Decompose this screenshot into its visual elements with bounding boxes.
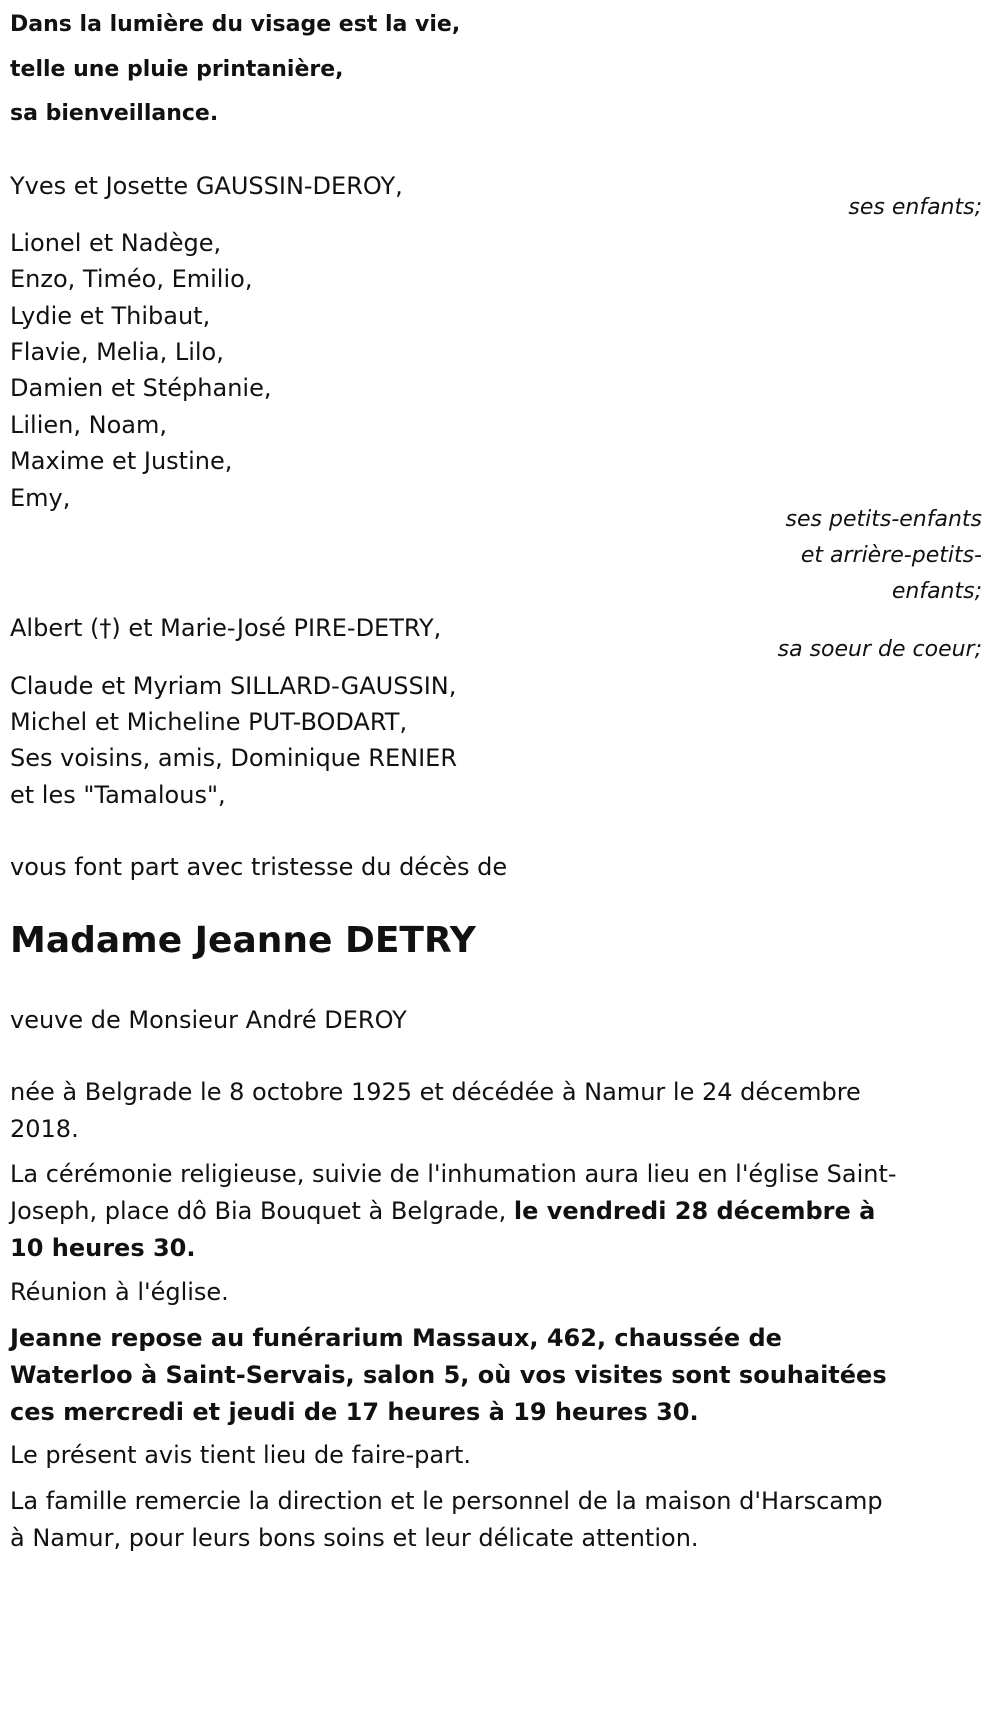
dates-paragraph: née à Belgrade le 8 octobre 1925 et décédée à Namur le 24 décembre 2018. [10,1078,861,1143]
announcement-text: vous font part avec tristesse du décès de [10,853,508,881]
children-names: Yves et Josette GAUSSIN-DEROY, [10,172,403,200]
other-line: Claude et Myriam SILLARD-GAUSSIN, [10,672,457,700]
notice-text: Le présent avis tient lieu de faire-part. [10,1441,472,1469]
epigraph-line-3: sa bienveillance. [10,101,219,126]
grandchild-line: Lionel et Nadège, [10,229,222,257]
reunion-text: Réunion à l'église. [10,1278,229,1306]
other-line: et les "Tamalous", [10,781,226,809]
children-role: ses enfants; [848,195,982,220]
grandchild-line: Emy, [10,484,71,512]
ceremony-text: La cérémonie religieuse, suivie de l'inhumation aura lieu en l'église Saint-Joseph, place dô Bia Bouquet à Belgrade, [10,1160,897,1225]
grandchild-line: Maxime et Justine, [10,447,233,475]
sister-names: Albert (†) et Marie-José PIRE-DETRY, [10,614,442,642]
ceremony-paragraph [10,1156,900,1267]
other-line: Ses voisins, amis, Dominique RENIER [10,744,457,772]
grandchild-line: Lilien, Noam, [10,411,167,439]
grandchild-line: Flavie, Melia, Lilo, [10,338,224,366]
funerarium-paragraph: Jeanne repose au funérarium Massaux, 462, chaussée de Waterloo à Saint-Servais, salon 5, où vos visites sont souhaitées ces mercredi et jeudi de 17 heures à 19 heures 30. [10,1324,887,1426]
grandchildren-role-line: ses petits-enfants [785,507,982,532]
grandchild-line: Damien et Stéphanie, [10,374,272,402]
grandchild-line: Enzo, Timéo, Emilio, [10,265,253,293]
other-line: Michel et Micheline PUT-BODART, [10,708,408,736]
ceremony-datetime: le vendredi 28 décembre à 10 heures 30. [10,1197,876,1262]
widow-of-text: veuve de Monsieur André DEROY [10,1006,407,1034]
epigraph-line-2: telle une pluie printanière, [10,57,344,82]
grandchildren-role-line: enfants; [891,579,982,604]
grandchild-line: Lydie et Thibaut, [10,302,211,330]
epigraph-line-1: Dans la lumière du visage est la vie, [10,12,461,37]
sister-role: sa soeur de coeur; [777,637,982,662]
grandchildren-role-line: et arrière-petits- [800,543,982,568]
thanks-paragraph: La famille remercie la direction et le personnel de la maison d'Harscamp à Namur, pour leurs bons soins et leur délicate attention. [10,1487,883,1552]
deceased-name: Madame Jeanne DETRY [10,920,476,961]
